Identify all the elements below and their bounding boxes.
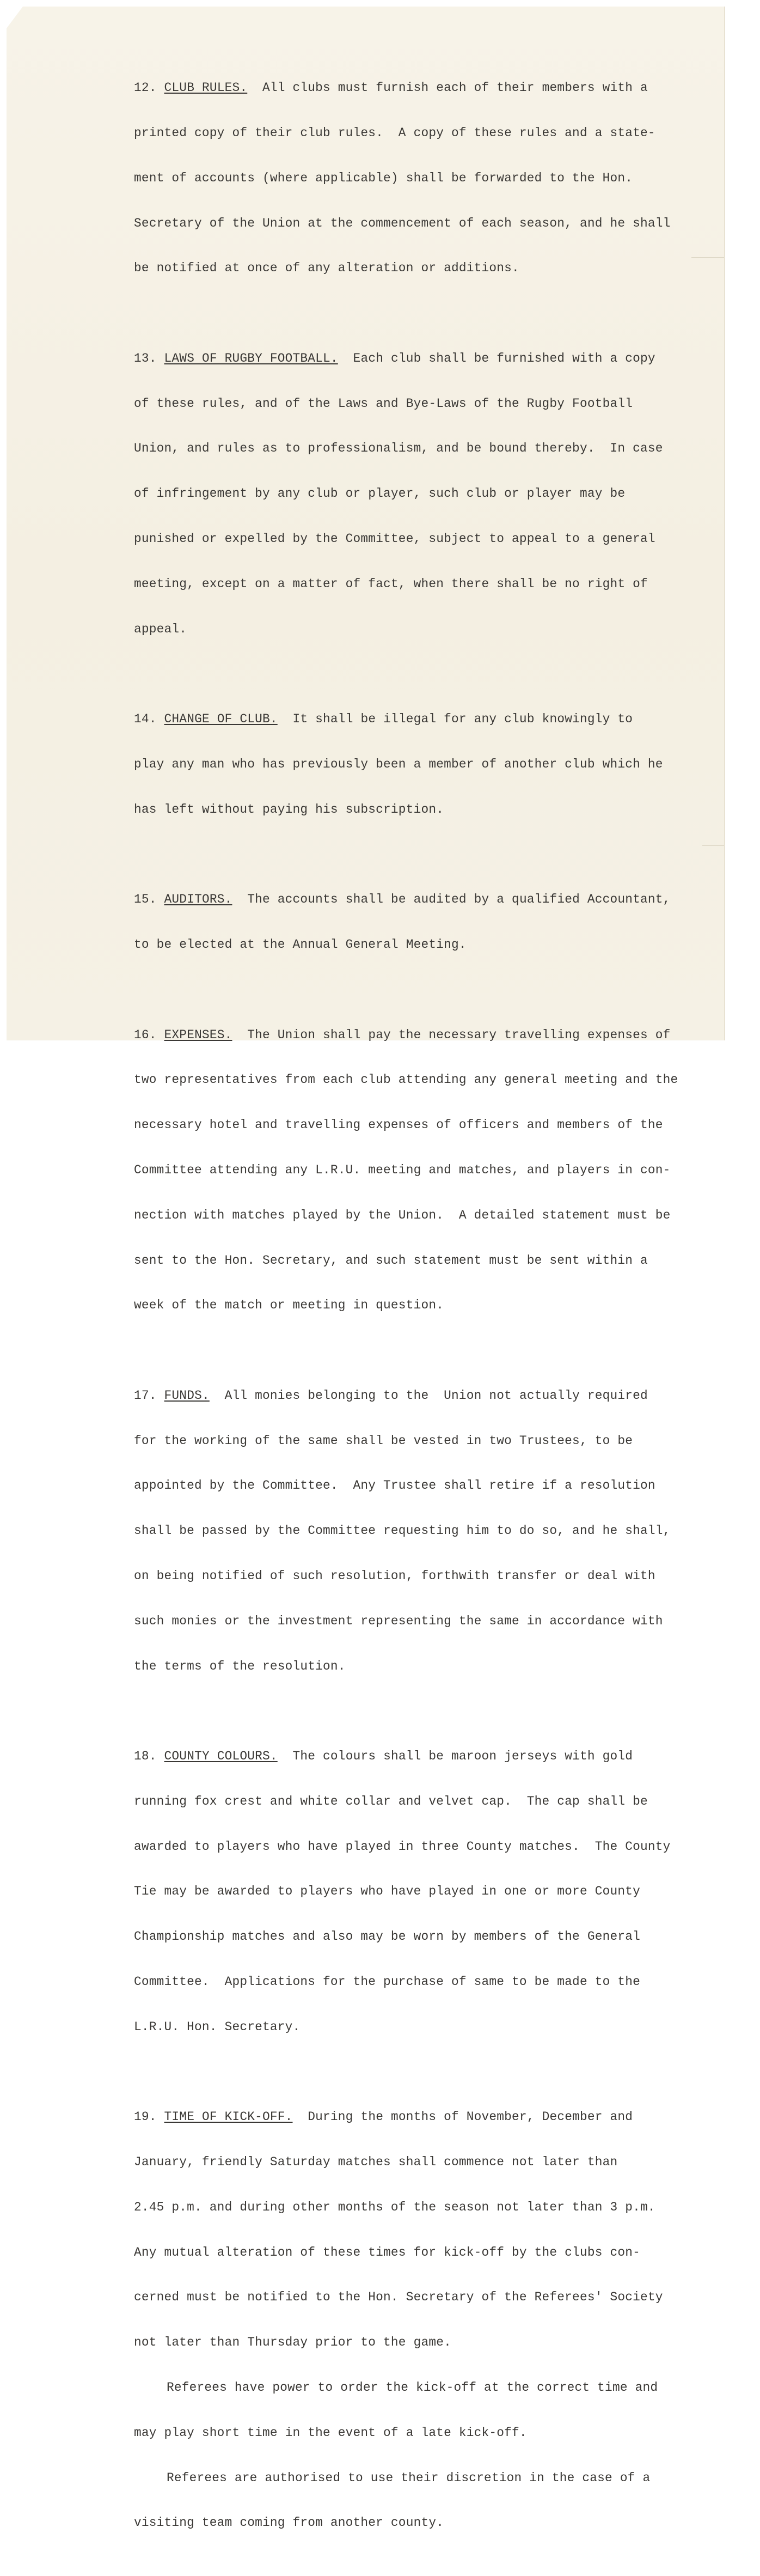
fold-crease — [702, 845, 724, 846]
section-heading: CHANGE OF CLUB. — [164, 712, 278, 727]
section-line: nection with matches played by the Union. A detailed statement must be — [134, 1208, 671, 1222]
fold-crease — [691, 257, 724, 258]
section-heading: TIME OF KICK-OFF. — [164, 2110, 293, 2124]
section-text: All clubs must furnish each of their members with a — [247, 81, 648, 95]
section-15 — [134, 862, 678, 983]
section-line: Championship matches and also may be worn by members of the General — [134, 1929, 640, 1944]
section-line: two representatives from each club attending any general meeting and the — [134, 1073, 678, 1087]
section-17 — [134, 1359, 678, 1704]
section-text: The Union shall pay the necessary travelling expenses of — [232, 1027, 671, 1042]
section-first-line — [134, 1749, 678, 1764]
section-first-line — [134, 892, 678, 908]
section-heading: COUNTY COLOURS. — [164, 1749, 278, 1764]
section-13 — [134, 321, 678, 667]
section-text: Each club shall be furnished with a copy — [338, 351, 655, 366]
section-line: punished or expelled by the Committee, subject to appeal to a general — [134, 532, 655, 546]
section-first-line — [134, 1389, 678, 1404]
section-heading: CLUB RULES. — [164, 81, 248, 95]
section-line: awarded to players who have played in three County matches. The County — [134, 1839, 671, 1854]
section-number: 14. — [134, 712, 157, 727]
subparagraph-line: visiting team coming from another county. — [134, 2516, 444, 2530]
section-line: meeting, except on a matter of fact, when there shall be no right of — [134, 576, 648, 591]
section-16 — [134, 997, 678, 1343]
section-line: shall be passed by the Committee requesting him to do so, and he shall, — [134, 1524, 671, 1538]
section-text: During the months of November, December and — [292, 2110, 633, 2124]
section-heading: FUNDS. — [164, 1388, 210, 1403]
section-19 — [134, 2080, 678, 2561]
section-line: sent to the Hon. Secretary, and such statement must be sent within a — [134, 1253, 648, 1268]
section-line: such monies or the investment representing the same in accordance with — [134, 1613, 663, 1628]
section-12 — [134, 51, 678, 306]
section-line: running fox crest and white collar and velvet cap. The cap shall be — [134, 1794, 648, 1808]
section-first-line — [134, 712, 678, 727]
section-number: 19. — [134, 2110, 157, 2124]
section-line: Union, and rules as to professionalism, and be bound thereby. In case — [134, 441, 663, 456]
section-line: necessary hotel and travelling expenses of officers and members of the — [134, 1118, 663, 1132]
section-line: 2.45 p.m. and during other months of the season not later than 3 p.m. — [134, 2200, 655, 2214]
section-first-line — [134, 81, 678, 96]
section-line: L.R.U. Hon. Secretary. — [134, 2019, 301, 2034]
section-text: All monies belonging to the Union not actually required — [209, 1388, 648, 1403]
section-14 — [134, 682, 678, 848]
section-line: play any man who has previously been a member of another club which he — [134, 757, 663, 771]
subparagraph-line: may play short time in the event of a late kick-off. — [134, 2425, 527, 2440]
rules-text — [134, 51, 678, 2576]
section-line: ment of accounts (where applicable) shall be forwarded to the Hon. — [134, 170, 633, 185]
section-line: for the working of the same shall be vested in two Trustees, to be — [134, 1433, 633, 1448]
section-number: 16. — [134, 1027, 157, 1042]
section-line: Any mutual alteration of these times for kick-off by the clubs con- — [134, 2245, 640, 2260]
section-line: of infringement by any club or player, such club or player may be — [134, 486, 626, 501]
section-line: not later than Thursday prior to the game. — [134, 2335, 451, 2350]
section-first-line — [134, 1028, 678, 1043]
section-line: cerned must be notified to the Hon. Secretary of the Referees' Society — [134, 2290, 663, 2305]
section-number: 13. — [134, 351, 157, 366]
section-line: Committee attending any L.R.U. meeting and matches, and players in con- — [134, 1162, 671, 1177]
section-number: 12. — [134, 81, 157, 95]
section-18 — [134, 1719, 678, 2065]
section-line: the terms of the resolution. — [134, 1659, 346, 1673]
section-line: on being notified of such resolution, forthwith transfer or deal with — [134, 1568, 655, 1583]
section-text: It shall be illegal for any club knowingly to — [277, 712, 633, 727]
section-heading: AUDITORS. — [164, 892, 232, 907]
section-text: The accounts shall be audited by a qualified Accountant, — [232, 892, 671, 907]
section-line: appointed by the Committee. Any Trustee shall retire if a resolution — [134, 1478, 655, 1493]
section-number: 15. — [134, 892, 157, 907]
section-heading: EXPENSES. — [164, 1027, 232, 1042]
section-line: January, friendly Saturday matches shall commence not later than — [134, 2155, 618, 2170]
section-line: appeal. — [134, 622, 187, 636]
section-line: printed copy of their club rules. A copy of these rules and a state- — [134, 125, 655, 140]
section-line: of these rules, and of the Laws and Bye-Laws of the Rugby Football — [134, 396, 633, 411]
section-heading: LAWS OF RUGBY FOOTBALL. — [164, 351, 338, 366]
section-line: be notified at once of any alteration or additions. — [134, 261, 519, 276]
section-number: 18. — [134, 1749, 157, 1764]
section-line: Secretary of the Union at the commencement of each season, and he shall — [134, 216, 671, 230]
section-text: The colours shall be maroon jerseys with gold — [277, 1749, 633, 1764]
subparagraph-first-line: Referees are authorised to use their discretion in the case of a — [167, 2470, 651, 2485]
section-number: 17. — [134, 1388, 157, 1403]
section-line: to be elected at the Annual General Meeting. — [134, 937, 467, 952]
section-first-line — [134, 2110, 678, 2125]
section-line: week of the match or meeting in question. — [134, 1298, 444, 1313]
section-line: Tie may be awarded to players who have played in one or more County — [134, 1884, 640, 1899]
subparagraph-first-line: Referees have power to order the kick-off at the correct time and — [167, 2380, 658, 2395]
section-line: has left without paying his subscription. — [134, 802, 444, 817]
section-line: Committee. Applications for the purchase of same to be made to the — [134, 1975, 640, 1989]
section-first-line — [134, 351, 678, 367]
folded-corner — [7, 7, 23, 28]
